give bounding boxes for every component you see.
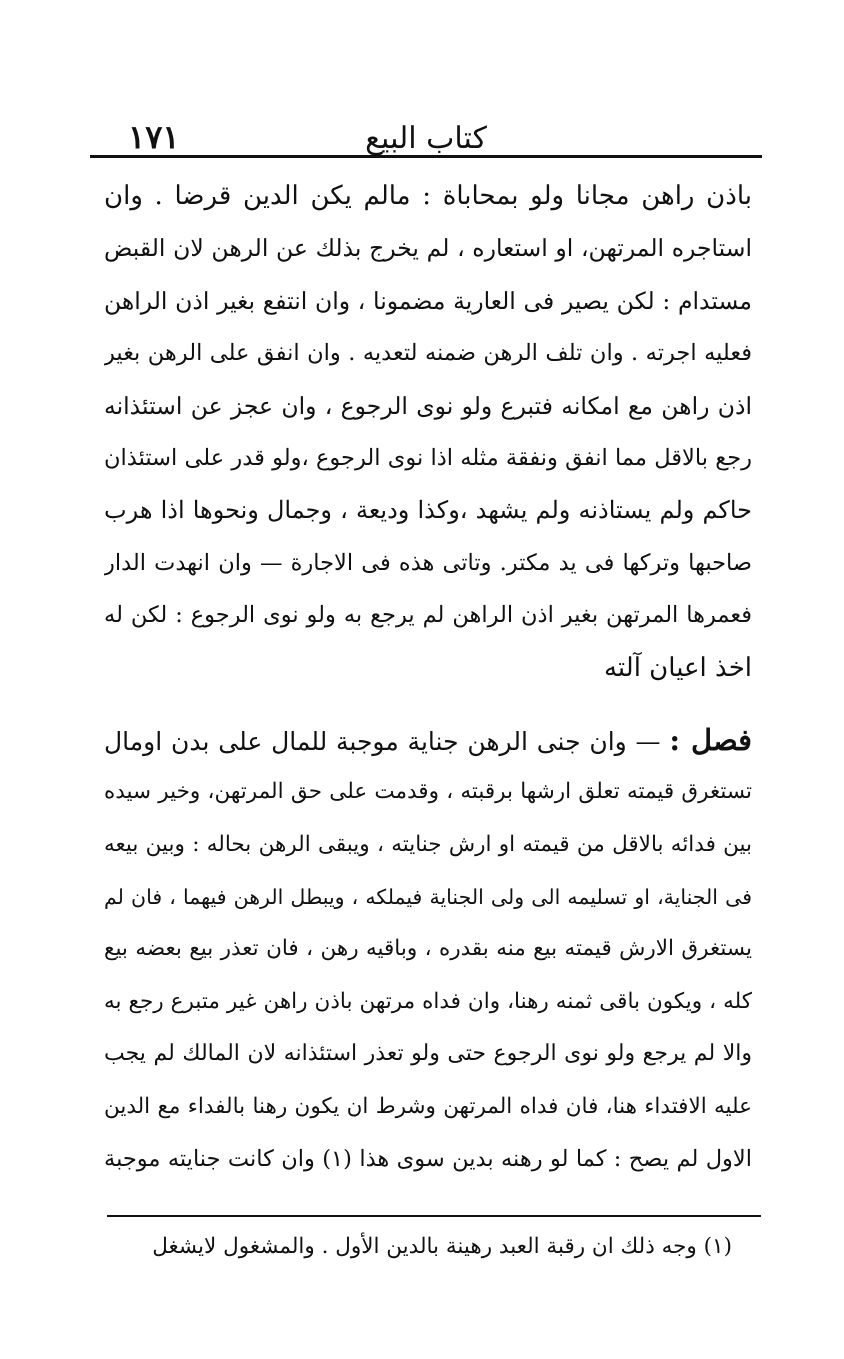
text-line: اخذ اعيان آلته <box>603 652 752 683</box>
text-line: عليه الافتداء هنا، فان فداه المرتهن وشرط ان يكون رهنا بالفداء مع الدين <box>104 1093 752 1119</box>
text-line: يستغرق الارش قيمته بيع منه بقدره ، وباقيه رهن ، فان تعذر بيع بعضه بيع <box>104 936 752 962</box>
text-line: بين فدائه بالاقل من قيمته او ارش جنايته ، ويبقى الرهن بحاله : وبين بيعه <box>104 831 752 857</box>
text-line: حاكم ولم يستاذنه ولم يشهد ،وكذا وديعة ، وجمال ونحوها اذا هرب <box>104 496 752 525</box>
text-line: كله ، ويكون باقى ثمنه رهنا، وان فداه مرتهن باذن راهن غير متبرع رجع به <box>104 988 752 1014</box>
header-rule <box>90 155 762 158</box>
text-line: فى الجناية، او تسليمه الى ولى الجناية فيملكه ، ويبطل الرهن فيهما ، فان لم <box>104 885 752 910</box>
text-line: الاول لم يصح : كما لو رهنه بدين سوى هذا (١) وان كانت جنايته موجبة <box>104 1146 752 1173</box>
section-first-line <box>104 714 752 766</box>
text-line: فعمرها المرتهن بغير اذن الراهن لم يرجع به ولو نوى الرجوع : لكن له <box>104 602 752 629</box>
running-title: كتاب البيع <box>365 121 487 156</box>
footnote: (١) وجه ذلك ان رقبة العبد رهينة بالدين الأول . والمشغول لايشغل <box>152 1234 732 1259</box>
text-line: والا لم يرجع ولو نوى الرجوع حتى ولو تعذر استئذانه لان المالك لم يجب <box>104 1041 752 1067</box>
text-line: تستغرق قيمته تعلق ارشها برقبته ، وقدمت على حق المرتهن، وخير سيده <box>104 779 752 805</box>
text-line: رجع بالاقل مما انفق ونفقة مثله اذا نوى الرجوع ،ولو قدر على استئذان <box>104 444 752 471</box>
text-line: استاجره المرتهن، او استعاره ، لم يخرج بذلك عن الرهن لان القبض <box>104 234 752 263</box>
paragraph-gap <box>104 694 752 714</box>
page-number: ١٧١ <box>128 118 180 156</box>
text-line: اذن راهن مع امكانه فتبرع ولو نوى الرجوع ، وان عجز عن استئذانه <box>104 391 752 420</box>
page-header <box>90 110 762 158</box>
footnote-rule <box>107 1215 761 1217</box>
main-text <box>104 170 752 1185</box>
text-line: صاحبها وتركها فى يد مكتر. وتاتى هذه فى الاجارة — وان انهدت الدار <box>104 549 752 576</box>
text-line: باذن راهن مجانا ولو بمحاباة : مالم يكن الدين قرضا . وان <box>104 181 752 211</box>
text-line: فعليه اجرته . وان تلف الرهن ضمنه لتعديه . وان انفق على الرهن بغير <box>104 340 752 367</box>
text-line: مستدام : لكن يصير فى العارية مضمونا ، وان انتفع بغير اذن الراهن <box>104 286 752 315</box>
section-heading: فصل : <box>669 722 752 757</box>
section-line-text: — وان جنى الرهن جناية موجبة للمال على بدن اومال <box>104 726 661 756</box>
